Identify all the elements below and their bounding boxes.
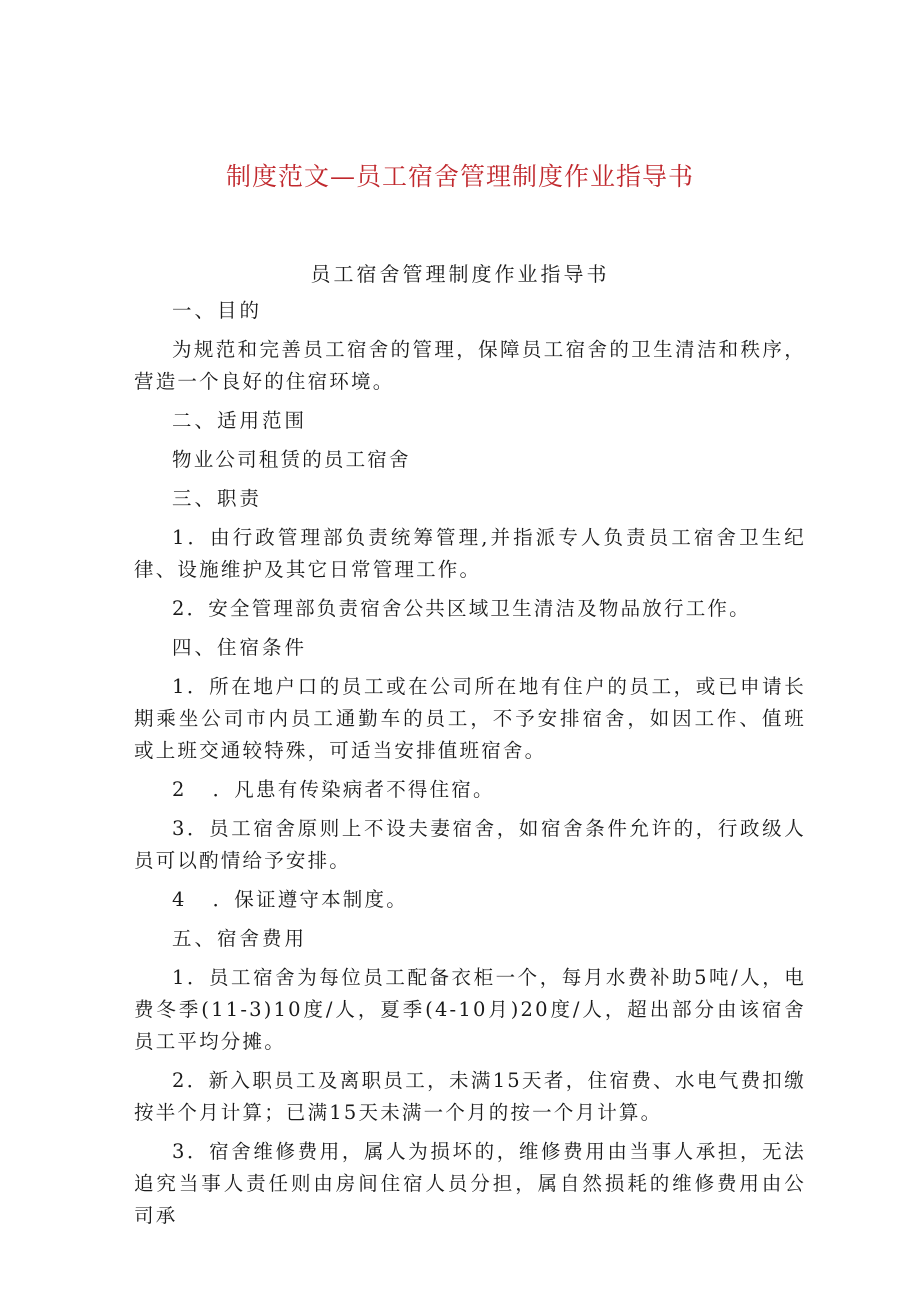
section-heading-conditions: 四、住宿条件: [172, 636, 308, 659]
conditions-item-2-text: ．凡患有传染病者不得住宿。: [212, 778, 495, 801]
document-subtitle: 员工宿舍管理制度作业指导书: [310, 262, 610, 286]
conditions-item-1: 1．所在地户口的员工或在公司所在地有住户的员工，或已申请长期乘坐公司市内员工通勤车的员工，不予安排宿舍，如因工作、值班或上班交通较特殊，可适当安排值班宿舍。: [134, 675, 806, 762]
purpose-text: 为规范和完善员工宿舍的管理，保障员工宿舍的卫生清洁和秩序，营造一个良好的住宿环境。: [134, 338, 806, 393]
fees-item-1: 1．员工宿舍为每位员工配备衣柜一个，每月水费补助5吨/人，电费冬季(11-3)10度/人，夏季(4-10月)20度/人，超出部分由该宿舍员工平均分摊。: [134, 966, 806, 1053]
conditions-item-4-number: 4: [172, 888, 187, 911]
document-title: 制度范文—员工宿舍管理制度作业指导书: [225, 162, 694, 191]
duties-item-1: 1．由行政管理部负责统筹管理,并指派专人负责员工宿舍卫生纪律、设施维护及其它日常管理工作。: [134, 526, 806, 581]
section-heading-purpose: 一、目的: [172, 299, 263, 322]
conditions-item-2-number: 2: [172, 778, 187, 801]
scope-text: 物业公司租赁的员工宿舍: [172, 448, 411, 471]
section-heading-duties: 三、职责: [172, 487, 263, 510]
duties-item-2: 2．安全管理部负责宿舍公共区域卫生清洁及物品放行工作。: [172, 597, 751, 620]
fees-item-3: 3．宿舍维修费用，属人为损坏的，维修费用由当事人承担，无法追究当事人责任则由房间住宿人员分担，属自然损耗的维修费用由公司承: [134, 1140, 806, 1227]
section-heading-scope: 二、适用范围: [172, 409, 308, 432]
conditions-item-3: 3．员工宿舍原则上不设夫妻宿舍，如宿舍条件允许的，行政级人员可以酌情给予安排。: [134, 817, 806, 872]
conditions-item-2: [134, 774, 806, 806]
fees-item-2: 2．新入职员工及离职员工，未满15天者，住宿费、水电气费扣缴按半个月计算；已满15天未满一个月的按一个月计算。: [134, 1069, 806, 1124]
section-heading-fees: 五、宿舍费用: [172, 927, 308, 950]
conditions-item-4: [134, 884, 806, 916]
conditions-item-4-text: ．保证遵守本制度。: [212, 888, 408, 911]
document-body: [134, 295, 806, 1239]
